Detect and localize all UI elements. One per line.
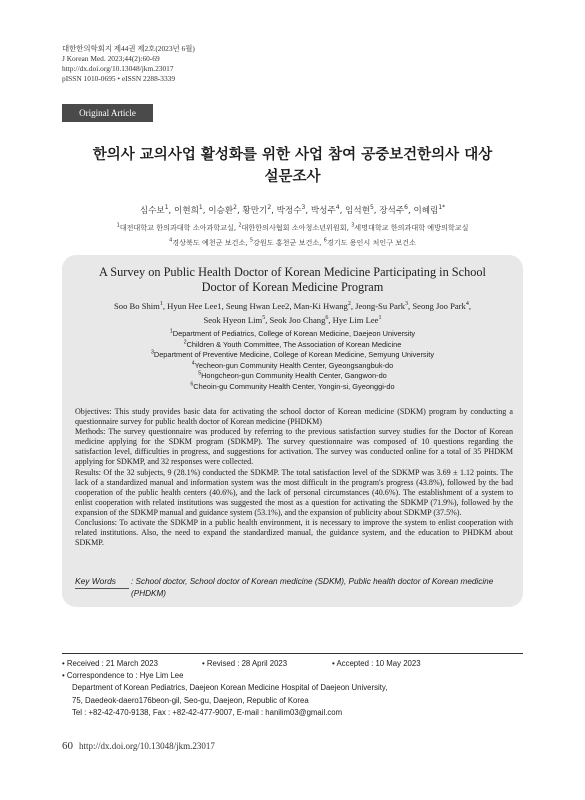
abstract-body xyxy=(75,407,513,548)
affiliation-line xyxy=(70,350,515,361)
affil-text: 대전대학교 한의과대학 소아과학교실, xyxy=(119,223,239,232)
author-sup: 4 xyxy=(465,301,469,308)
author-sup: 6 xyxy=(325,314,329,321)
author-sup: 1 xyxy=(164,204,169,212)
korean-title-line: 설문조사 xyxy=(264,169,321,185)
english-title xyxy=(70,265,515,295)
english-affiliations xyxy=(70,329,515,393)
affiliation-line xyxy=(62,220,523,235)
page-doi: http://dx.doi.org/10.13048/jkm.23017 xyxy=(79,741,215,751)
affiliation-line xyxy=(70,361,515,372)
address-line: Department of Korean Pediatrics, Daejeon Korean Medicine Hospital of Daejeon University, xyxy=(72,683,388,693)
address-line: 75, Daedeok-daero176beon-gil, Seo-gu, Daejeon, Republic of Korea xyxy=(72,695,309,705)
affil-text: 경상북도 예천군 보건소, xyxy=(172,238,250,247)
journal-meta-line: J Korean Med. 2023;44(2):60-69 xyxy=(62,54,160,63)
abstract-results: Results: Of the 32 subjects, 9 (28.1%) conducted the SDKMP. The total satisfaction level of the SDKMP was 3.69 ± 1.12 points. The lack of a standardized manual and information system was the most difficult in the program's progress (43.8%), followed by the bad cooperation of the public health centers (40.6%), and the lack of personal circumstances (40.6%). The establishment of a system to enlist cooperation with related institutions was suggested the most as a question for activating the SDKMP (71.9%), followed by the expansion of the SDKMP manual and guidance system (53.1%), and the expansion of publicity about SDKMP (37.5%). xyxy=(75,467,513,517)
author-sup: 2 xyxy=(233,204,237,212)
keywords-text: : School doctor, School doctor of Korean medicine (SDKM), Public health doctor of Korean medicine (PHDKM) xyxy=(131,577,494,598)
affiliation-line xyxy=(70,329,515,340)
affil-text: 대한한의사협회 소아청소년위원회, xyxy=(241,223,352,232)
author-line: Soo Bo Shim$^1$, Hyun Hee Lee1, Seung Hwan Lee2, Man-Ki Hwang$^2$, Jeong-Su Park$^3$, Seong Joo Park$^4$, xyxy=(114,301,471,311)
author-sup: 4 xyxy=(335,204,340,212)
abstract-methods: Methods: The survey questionnaire was produced by referring to the previous satisfaction survey studies for the Doctor of Korean medicine applying for the SDKM program (SDKMP). The survey questionnaire was composed of 10 questions regarding the satisfaction level, difficulties in progress, and suggestions for activation. The survey was conducted online for a total of 35 PHDKM applying for SDKMP, and 32 responses were collected. xyxy=(75,427,513,467)
abstract-conclusions: Conclusions: To activate the SDKMP in a public health environment, it is necessary to improve the system to enlist cooperation with related institutions. Also, the need to expand the standardized manual, the guidance system, and the education to PHDKM about SDKMP. xyxy=(75,518,513,548)
journal-meta xyxy=(62,44,195,84)
footer-divider xyxy=(62,653,523,654)
abstract-objectives: Objectives: This study provides basic data for activating the school doctor of Korean medicine (SDKM) program by conducting a questionnaire survey for public health doctor of Korean medicine (PHDKM) xyxy=(75,407,513,427)
author-name: 황만기 xyxy=(242,206,268,216)
author-sup: 3 xyxy=(301,204,306,212)
author-sup: 1 xyxy=(198,204,203,212)
affil-sup: 1 xyxy=(169,328,173,335)
author-name: 임석현 xyxy=(345,206,370,216)
affil-sup: 5 xyxy=(249,237,253,244)
author-name: Hyun Hee Lee1, Seung Hwan Lee2, Man-Ki Hwang xyxy=(167,301,348,311)
affil-text: 세명대학교 한의과대학 예방의학교실 xyxy=(354,223,469,232)
author-name: Soo Bo Shim xyxy=(114,301,160,311)
affiliation-line xyxy=(70,340,515,351)
english-authors xyxy=(70,300,515,327)
author-sup: 5 xyxy=(262,314,266,321)
author-name: Jeong-Su Park xyxy=(355,301,406,311)
korean-affiliations xyxy=(62,220,523,250)
author-name: Seok Hyeon Lim xyxy=(203,314,263,325)
korean-title xyxy=(62,144,523,188)
author-sup: 2 xyxy=(347,301,351,308)
author-name: Seok Joo Chang xyxy=(269,314,326,325)
affil-sup: 2 xyxy=(238,222,242,229)
article-type-badge: Original Article xyxy=(62,104,153,122)
korean-authors: 심수보$^1$, 이현희$^1$, 이승환$^2$, 황만기$^2$, 박정수$^3$, 박성주$^4$, 임석현$^5$, 장석주$^6$, 이혜림$^{1*}$ xyxy=(139,204,446,216)
affil-text: Department of Preventive Medicine, College of Korean Medicine, Semyung University xyxy=(153,350,435,360)
affil-text: Department of Pediatrics, College of Korean Medicine, Daejeon University xyxy=(172,329,416,338)
english-title-line: Doctor of Korean Medicine Program xyxy=(201,280,384,294)
author-name: 장석주 xyxy=(379,206,405,216)
affil-text: 경기도 용인시 처인구 보건소 xyxy=(326,238,416,247)
article-footer xyxy=(62,658,523,719)
author-sup: 2 xyxy=(267,204,272,212)
affiliation-line xyxy=(70,371,515,382)
affil-sup: 6 xyxy=(190,381,194,388)
affil-text: Children & Youth Committee, The Association of Korean Medicine xyxy=(186,339,402,349)
affil-sup: 4 xyxy=(191,360,195,367)
affil-sup: 1 xyxy=(116,222,120,229)
affil-text: Cheoin-gu Community Health Center, Yongin-si, Gyeonggi-do xyxy=(193,381,395,391)
dates-line xyxy=(62,658,523,670)
affiliation-line xyxy=(62,235,523,250)
affil-sup: 4 xyxy=(169,237,173,244)
author-sup: 1 xyxy=(378,314,382,321)
affil-sup: 6 xyxy=(323,237,327,244)
author-line: Seok Hyeon Lim$^5$, Seok Joo Chang$^6$, Hye Lim Lee$^1$ xyxy=(203,314,382,325)
author-name: 이혜림 xyxy=(413,206,439,216)
author-sup: 5 xyxy=(369,204,374,212)
page-number: 60 xyxy=(62,740,73,752)
affil-text: Hongcheon-gun Community Health Center, Gangwon-do xyxy=(201,371,387,381)
author-name: 심수보 xyxy=(139,206,165,216)
contact-line: Tel : +82-42-470-9138, Fax : +82-42-477-9007, E-mail : hanilim03@gmail.com xyxy=(72,707,343,717)
affil-sup: 3 xyxy=(351,222,355,229)
author-name: 이승환 xyxy=(208,206,234,216)
correspondence-line: • Correspondence to : Hye Lim Lee xyxy=(62,671,184,681)
author-name: 박성주 xyxy=(310,206,336,216)
received-date: • Received : 21 March 2023 xyxy=(62,659,158,668)
page-footer xyxy=(62,740,215,752)
author-sup: 3 xyxy=(405,301,409,308)
accepted-date: • Accepted : 10 May 2023 xyxy=(332,659,421,668)
korean-title-line: 한의사 교의사업 활성화를 위한 사업 참여 공중보건한의사 대상 xyxy=(92,147,493,163)
affil-text: 강원도 홍천군 보건소, xyxy=(253,238,324,247)
revised-date: • Revised : 28 April 2023 xyxy=(202,659,288,668)
author-sup: 6 xyxy=(404,204,408,212)
affil-text: Yecheon-gun Community Health Center, Gyeongsangbuk-do xyxy=(194,360,394,370)
english-title-line: A Survey on Public Health Doctor of Korean Medicine Participating in School xyxy=(99,265,486,279)
author-name: Hye Lim Lee xyxy=(332,314,379,325)
journal-meta-line: 대한한의학회지 제44권 제2호(2023년 6월) xyxy=(62,44,195,53)
affil-sup: 5 xyxy=(198,370,202,377)
author-name: 이현희 xyxy=(174,206,199,216)
author-sup: 1 xyxy=(159,301,163,308)
affil-sup: 3 xyxy=(150,349,154,356)
author-sup: 1* xyxy=(438,204,446,212)
author-name: Seong Joo Park xyxy=(412,301,466,311)
author-name: 박정수 xyxy=(276,206,302,216)
journal-meta-line: http://dx.doi.org/10.13048/jkm.23017 xyxy=(62,64,174,73)
affil-sup: 2 xyxy=(183,339,187,346)
affiliation-line xyxy=(70,382,515,393)
keywords-label: Key Words xyxy=(75,576,129,589)
journal-meta-line: pISSN 1010-0695 • eISSN 2288-3339 xyxy=(62,74,176,83)
